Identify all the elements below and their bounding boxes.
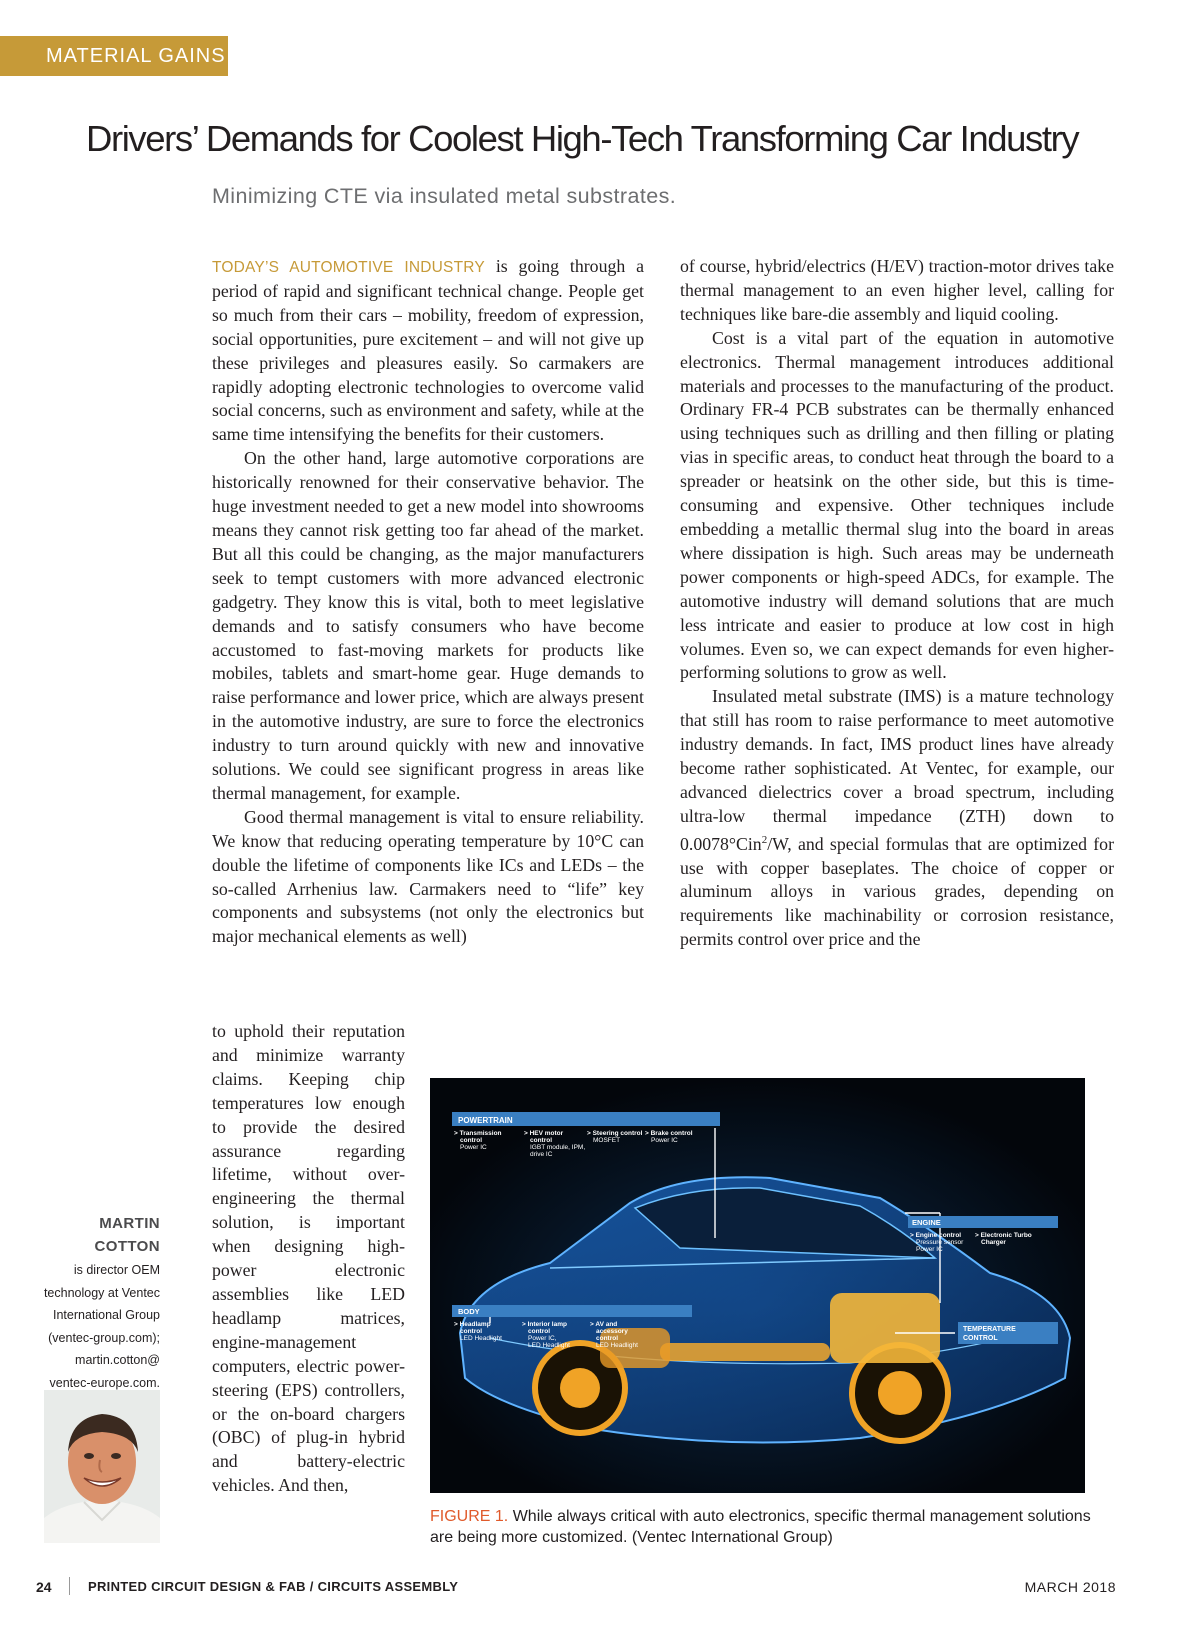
body-column-1-narrow (212, 1020, 405, 1498)
body-item: > AV and (590, 1321, 618, 1328)
body-item-sub: Power IC, (528, 1335, 557, 1342)
article-title: Drivers’ Demands for Coolest High-Tech Transforming Car Industry (86, 118, 1079, 159)
body-item-sub: control (460, 1328, 483, 1335)
engine-item: > Electronic Turbo (975, 1232, 1032, 1239)
superscript: 2 (761, 833, 768, 846)
author-bio-line: is director OEM (73, 1263, 160, 1277)
paragraph: Good thermal management is vital to ensure reliability. We know that reducing operating temperature by 10°C can double the lifetime of components like ICs and LEDs – the so-called Arrhenius law. Carmakers need to “life” key components and subsystems (not only the electronics but major mechanical elements as well) (212, 806, 644, 947)
body-item: > Interior lamp (522, 1321, 567, 1328)
paragraph: of course, hybrid/electrics (H/EV) traction-motor drives take thermal management to an even higher level, calling for techniques like bare-die assembly and liquid cooling. (680, 256, 1114, 324)
paragraph-text: Insulated metal substrate (IMS) is a mature technology that still has room to raise performance to meet automotive industry demands. In fact, IMS product lines have already become rather sophisticated. At Ventec, for example, our advanced dielectrics cover a broad spectrum, including ultra-low thermal impedance (ZTH) down to 0.0078°Cin (680, 686, 1114, 854)
author-portrait-illustration (44, 1390, 160, 1543)
paragraph (212, 255, 644, 447)
author-bio-line: ventec-europe.com. (49, 1375, 160, 1390)
paragraph: On the other hand, large automotive corporations are historically renowned for their conservative behavior. The huge investment needed to get a new model into showrooms means they cannot risk getting too far ahead of the market. But all this could be changing, as the major manufacturers seek to tempt customers with more advanced electronic gadgetry. They know this is vital, both to meet legislative demands and to satisfy consumers who have become accustomed to fast-moving markets for products like mobiles, tablets and smart-home gear. Huge demands to raise performance and lower price, which are always present in the automotive industry, are sure to force the electronics industry to turn around quickly with new and innovative solutions. We could see significant progress in areas like thermal management, for example. (212, 448, 644, 803)
engine-item: > Engine control (910, 1232, 962, 1239)
body-item-sub: control (528, 1328, 551, 1335)
body-item-sub: LED Headlight (528, 1342, 570, 1349)
car-xray-diagram (430, 1078, 1085, 1493)
figure-caption (430, 1506, 1100, 1548)
paragraph: Cost is a vital part of the equation in automotive electronics. Thermal management introduces additional materials and processes to the manufacturing of the product. Ordinary FR-4 PCB substrates can be thermally enhanced using techniques such as drilling and then filling or plating vias in specific areas, to conduct heat through the board to a spreader or heatsink on the other side, but this is time-consuming and expensive. Other techniques include embedding a metallic thermal slug into the board in areas where dissipation is high. Such areas may be underneath power components or high-speed ADCs, for example. The automotive industry will demand solutions that are much less intricate and easier to produce at low cost in high volumes. Even so, we can expect demands for even higher-performing solutions to grow as well. (680, 327, 1114, 683)
powertrain-item: > Transmission (454, 1130, 502, 1137)
paragraph: to uphold their reputation and minimize warranty claims. Keeping chip temperatures low enough to provide the desired assurance regarding lifetime, without over-engineering the thermal solution, is important when designing high-power electronic assemblies like LED headlamp matrices, engine-management computers, electric power-steering (EPS) controllers, or the on-board chargers (OBC) of plug-in hybrid and battery-electric vehicles. And then, (212, 1021, 405, 1496)
figure-label: FIGURE 1. (430, 1508, 509, 1525)
section-tag: MATERIAL GAINS (0, 36, 228, 76)
powertrain-item-sub: control (460, 1137, 483, 1144)
engine-item-sub: Pressure sensor (916, 1239, 964, 1246)
author-bio-line: martin.cotton@ (75, 1353, 160, 1367)
figure-car-illustration (430, 1078, 1085, 1493)
powertrain-item: > Brake control (645, 1130, 693, 1137)
page-number: 24 (36, 1579, 52, 1595)
powertrain-item-sub: Power IC (651, 1137, 678, 1144)
powertrain-item-sub: MOSFET (593, 1137, 621, 1144)
panel-title-temperature: TEMPERATURE (963, 1326, 1016, 1333)
author-name: MARTIN COTTON (94, 1215, 160, 1255)
panel-title-powertrain: POWERTRAIN (458, 1116, 513, 1125)
body-column-2 (680, 255, 1114, 952)
panel-title-temperature: CONTROL (963, 1335, 998, 1342)
issue-date: MARCH 2018 (1024, 1579, 1116, 1595)
paragraph (680, 685, 1114, 952)
author-bio (40, 1213, 160, 1394)
powertrain-item: > Steering control (587, 1130, 643, 1137)
powertrain-item-sub: Power IC (460, 1144, 487, 1151)
author-bio-line: International Group (52, 1308, 160, 1322)
body-item-sub: LED Headlight (596, 1342, 638, 1349)
powertrain-item-sub: IGBT module, IPM, (530, 1144, 586, 1151)
article-subtitle: Minimizing CTE via insulated metal substrates. (212, 184, 677, 208)
author-photo (44, 1390, 160, 1543)
powertrain-item-sub: drive IC (530, 1151, 553, 1158)
figure-caption-text: While always critical with auto electronics, specific thermal management solutions are being more customized. (Ventec International Group) (430, 1508, 1091, 1546)
paragraph-text: /W, and special formulas that are optimized for use with copper baseplates. The choice of copper or aluminum alloys in various grades, depending on requirements like machinability or corrosion resistance, permits control over price and the (680, 833, 1114, 950)
body-item-sub: control (596, 1335, 619, 1342)
panel-title-body: BODY (458, 1307, 480, 1316)
engine-item-sub: Power IC (916, 1246, 943, 1253)
footer-divider (69, 1577, 70, 1595)
body-column-1 (212, 255, 644, 949)
body-item-sub: LED Headlight (460, 1335, 502, 1342)
engine-item-sub: Charger (981, 1239, 1006, 1246)
lead-in: TODAY’S AUTOMOTIVE INDUSTRY (212, 259, 485, 276)
powertrain-item: > HEV motor (524, 1130, 564, 1137)
author-bio-line: (ventec-group.com); (48, 1330, 160, 1345)
paragraph-text: is going through a period of rapid and significant technical change. People get so much from their cars – mobility, freedom of expression, social opportunities, pure excitement – and will not give up these privileges and pleasures easily. So carmakers are rapidly adopting electronic technologies to overcome valid social concerns, such as environment and safety, while at the same time intensifying the benefits for their customers. (212, 256, 645, 445)
author-bio-line: technology at Ventec (43, 1285, 160, 1300)
body-item: > Headlamp (454, 1321, 491, 1328)
powertrain-item-sub: control (530, 1137, 553, 1144)
publication-name: PRINTED CIRCUIT DESIGN & FAB / CIRCUITS ASSEMBLY (88, 1579, 459, 1594)
panel-title-engine: ENGINE (912, 1218, 941, 1227)
body-item-sub: accessory (596, 1328, 628, 1335)
